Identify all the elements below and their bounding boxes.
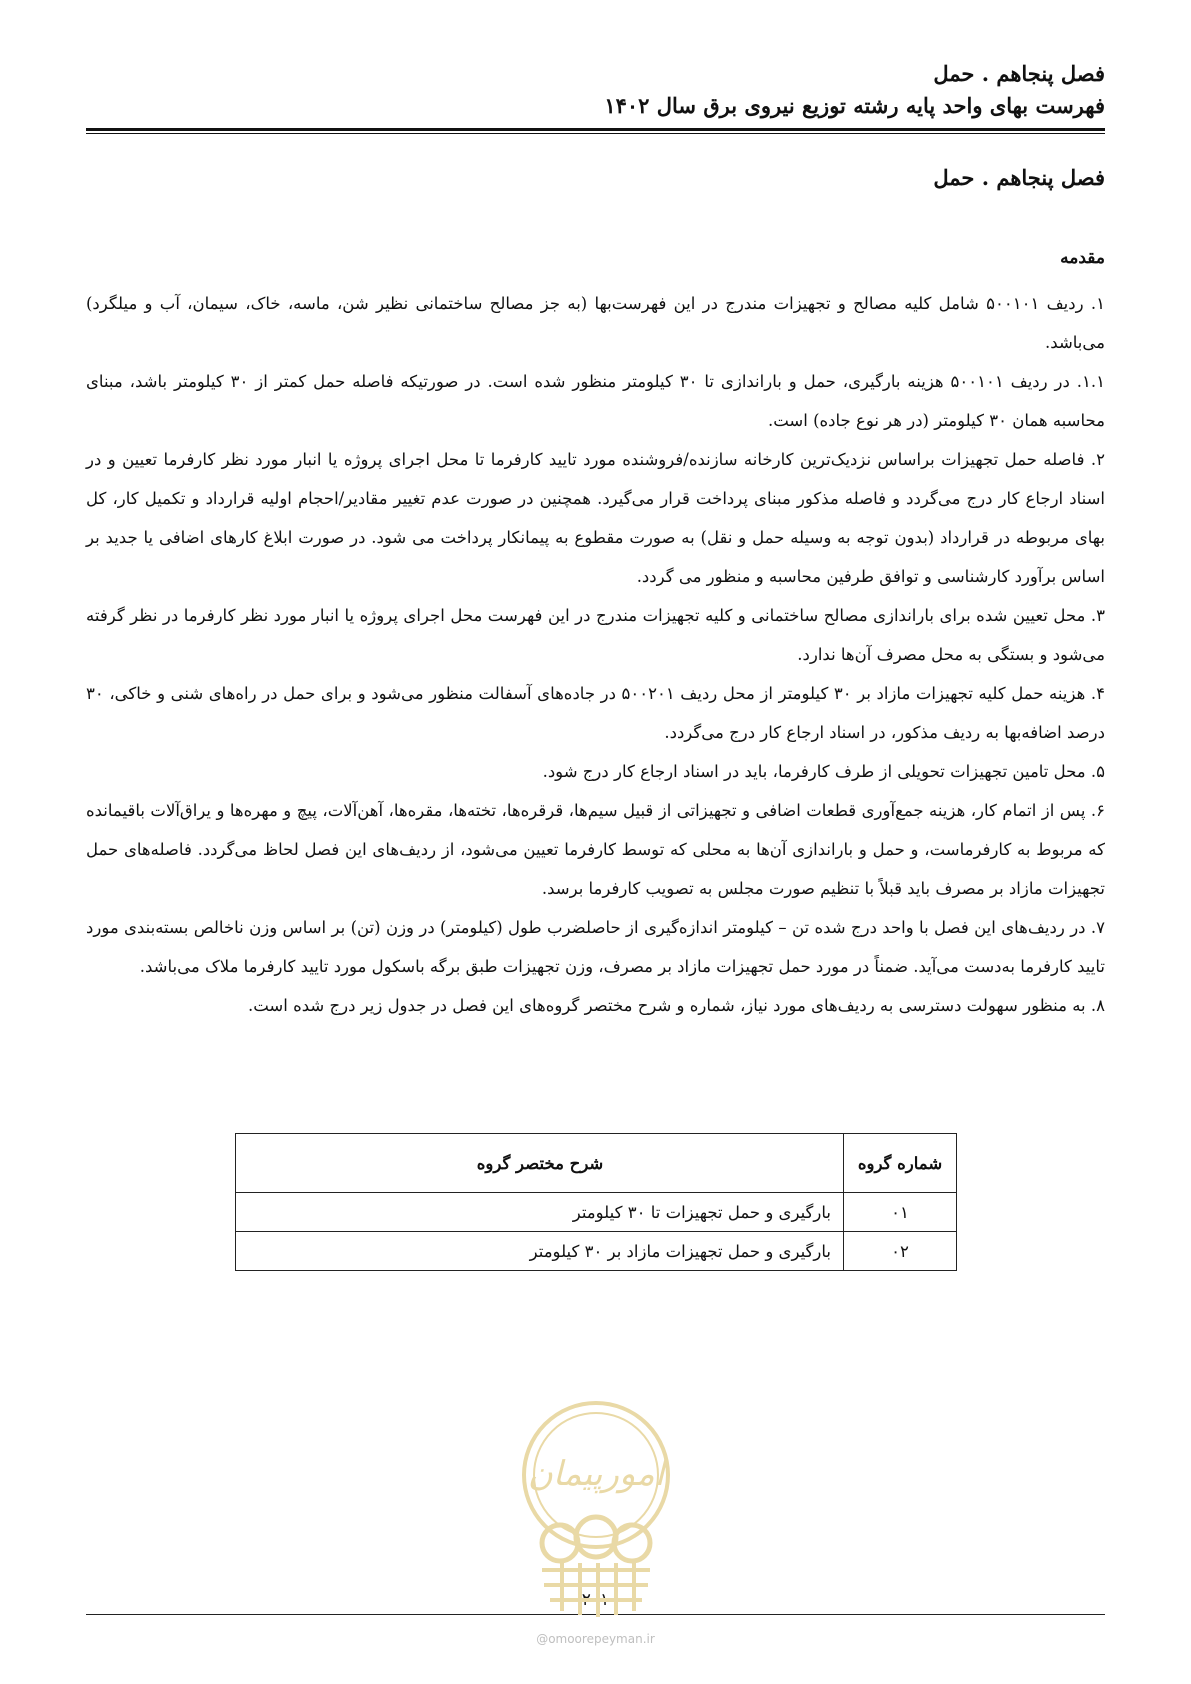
intro-body bbox=[86, 284, 1105, 1025]
header-rule-thick bbox=[86, 128, 1105, 131]
group-description-cell: بارگیری و حمل تجهیزات تا ۳۰ کیلومتر bbox=[236, 1193, 844, 1232]
seal-logo bbox=[502, 1385, 690, 1621]
paragraph-6: ۶. پس از اتمام کار، هزینه جمع‌آوری قطعات اضافی و تجهیزاتی از قبیل سیم‌ها، قرقره‌ها، تخته‌ها، مقره‌ها، آهن‌آلات، پیچ و مهره‌ها و یراق‌آلات باقیمانده که مربوط به کارفرماست، و حمل و باراندازی آن‌ها به محلی که توسط کارفرما تعیین می‌شود، از ردیف‌های این فصل لحاظ می‌گردد. فاصله‌های حمل تجهیزات مازاد بر مصرف باید قبلاً با تنظیم صورت مجلس به تصویب کارفرما برسد. bbox=[86, 801, 1105, 898]
groups-table bbox=[235, 1133, 957, 1271]
header-group-description: شرح مختصر گروه bbox=[236, 1134, 844, 1193]
header-catalog-title: فهرست بهای واحد پایه رشته توزیع نیروی برق سال ۱۴۰۲ bbox=[604, 93, 1105, 118]
watermark-handle: @omoorepeyman.ir bbox=[536, 1632, 655, 1646]
group-number-cell: ۰۱ bbox=[844, 1193, 957, 1232]
header-group-number: شماره گروه bbox=[844, 1134, 957, 1193]
page-header bbox=[86, 58, 1105, 122]
table-header-row bbox=[236, 1134, 957, 1193]
paragraph-2: ۲. فاصله حمل تجهیزات براساس نزدیک‌ترین کارخانه سازنده/فروشنده مورد تایید کارفرما تا محل اجرای پروژه یا انبار مورد نظر کارفرما تعیین و در اسناد ارجاع کار درج می‌گردد و فاصله مذکور مبنای پرداخت قرار می‌گیرد. همچنین در صورت عدم تغییر مقادیر/احجام اولیه قرارداد و تکمیل کار، کل بهای مربوطه در قرارداد (بدون توجه به وسیله حمل و نقل) به صورت مقطوع به پیمانکار پرداخت می شود. در صورت ابلاغ کارهای اضافی یا جدید بر اساس برآورد کارشناسی و توافق طرفین محاسبه و منظور می گردد. bbox=[86, 450, 1105, 586]
paragraph-3: ۳. محل تعیین شده برای باراندازی مصالح ساختمانی و کلیه تجهیزات مندرج در این فهرست محل اجرای پروژه یا انبار مورد نظر کارفرما در نظر گرفته می‌شود و بستگی به محل مصرف آن‌ها ندارد. bbox=[86, 606, 1105, 664]
header-rule-thin bbox=[86, 133, 1105, 134]
paragraph-1-1: ۱.۱. در ردیف ۵۰۰۱۰۱ هزینه بارگیری، حمل و باراندازی تا ۳۰ کیلومتر منظور شده است. در صورتیکه فاصله حمل کمتر از ۳۰ کیلومتر باشد، مبنای محاسبه همان ۳۰ کیلومتر (در هر نوع جاده) است. bbox=[86, 372, 1105, 430]
table-row bbox=[236, 1193, 957, 1232]
group-number-cell: ۰۲ bbox=[844, 1232, 957, 1271]
table-row bbox=[236, 1232, 957, 1271]
chapter-title: فصل پنجاهم . حمل bbox=[933, 165, 1105, 190]
header-chapter: فصل پنجاهم . حمل bbox=[933, 61, 1105, 86]
paragraph-4: ۴. هزینه حمل کلیه تجهیزات مازاد بر ۳۰ کیلومتر از محل ردیف ۵۰۰۲۰۱ در جاده‌های آسفالت منظور می‌شود و برای حمل در راه‌های شنی و خاکی، ۳۰ درصد اضافه‌بها به ردیف مذکور، در اسناد ارجاع کار درج می‌گردد. bbox=[86, 684, 1105, 742]
paragraph-7: ۷. در ردیف‌های این فصل با واحد درج شده تن – کیلومتر اندازه‌گیری از حاصلضرب طول (کیلومتر) در وزن (تن) بر اساس وزن ناخالص بسته‌بندی مورد تایید کارفرما به‌دست می‌آید. ضمناً در مورد حمل تجهیزات مازاد بر مصرف، وزن تجهیزات طبق برگه باسکول مورد تایید کارفرما ملاک می‌باشد. bbox=[86, 918, 1105, 976]
paragraph-8: ۸. به منظور سهولت دسترسی به ردیف‌های مورد نیاز، شماره و شرح مختصر گروه‌های این فصل در جدول زیر درج شده است. bbox=[247, 996, 1105, 1015]
paragraph-1: ۱. ردیف ۵۰۰۱۰۱ شامل کلیه مصالح و تجهیزات مندرج در این فهرست‌بها (به جز مصالح ساختمانی نظیر شن، ماسه، خاک، سیمان، آب و میلگرد) می‌باشد. bbox=[86, 294, 1105, 352]
intro-heading: مقدمه bbox=[1060, 248, 1105, 268]
page-number: ۲۰۱ bbox=[581, 1590, 610, 1610]
paragraph-5: ۵. محل تامین تجهیزات تحویلی از طرف کارفرما، باید در اسناد ارجاع کار درج شود. bbox=[542, 762, 1105, 781]
seal-text: امورپیمان bbox=[527, 1454, 665, 1494]
group-description-cell: بارگیری و حمل تجهیزات مازاد بر ۳۰ کیلومتر bbox=[236, 1232, 844, 1271]
